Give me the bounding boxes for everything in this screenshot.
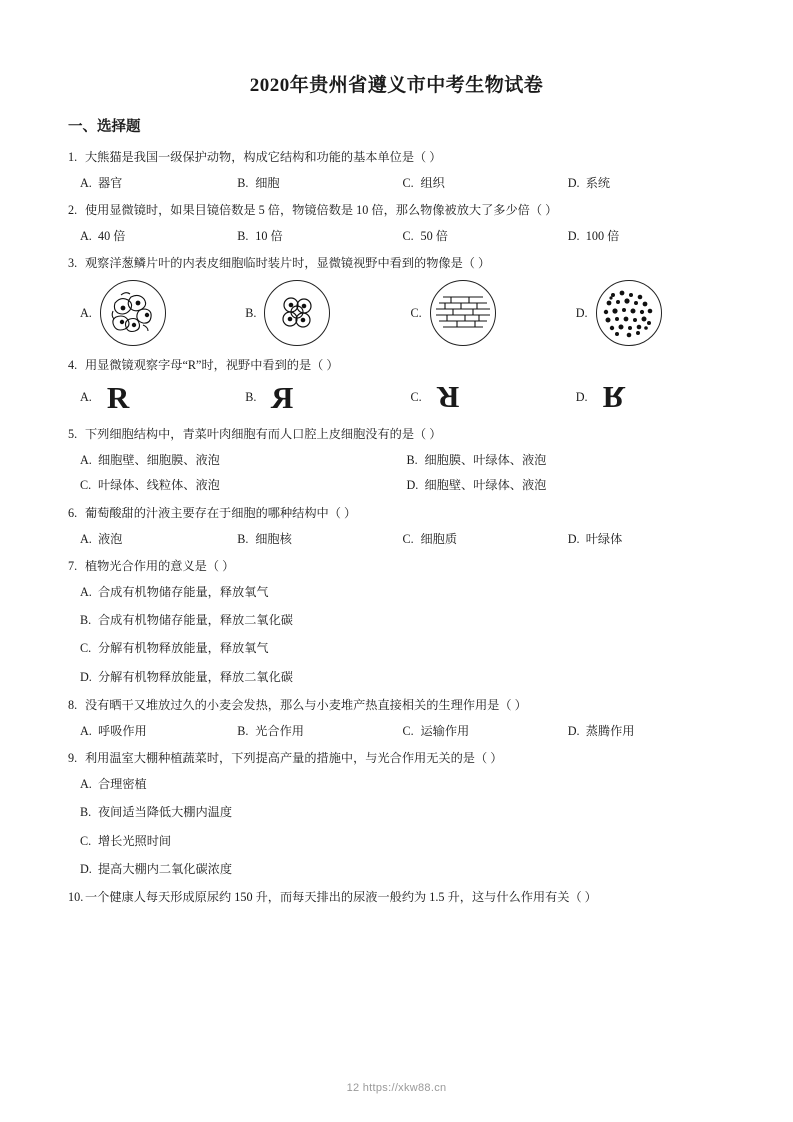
option-d[interactable] [562,227,727,245]
letter-r-rotated-180: R [436,380,460,416]
option-label: A. [80,584,92,599]
letter-r-flipped-vertical: R [602,380,625,416]
figure-options-row [66,280,727,346]
option-label: C. [402,723,414,738]
option-a[interactable] [66,583,727,601]
options-row [66,476,727,494]
option-label: C. [80,641,92,656]
option-b[interactable] [231,280,396,346]
question-3 [66,254,727,346]
option-d[interactable] [562,380,727,416]
dense-dots-icon [596,280,662,346]
question-number: 9. [68,751,78,766]
option-label: D. [80,669,92,684]
option-label: B. [237,723,249,738]
question-stem [66,425,727,444]
option-c[interactable] [397,380,562,416]
question-number: 3. [68,256,78,271]
options-row [66,174,727,192]
option-label: C. [402,531,414,546]
option-text: 叶绿体、线粒体、液泡 [98,478,220,493]
option-label: C. [402,175,414,190]
question-text: 没有晒干又堆放过久的小麦会发热，那么与小麦堆产热直接相关的生理作用是（ ） [85,698,527,713]
option-b[interactable] [231,722,396,740]
option-text: 合成有机物储存能量，释放氧气 [98,584,269,599]
question-5 [66,425,727,495]
question-text: 一个健康人每天形成原尿约 150 升，而每天排出的尿液一般约为 1.5 升，这与什么作用有关（ ） [85,890,597,905]
question-8 [66,696,727,740]
question-stem [66,504,727,523]
option-d[interactable] [562,174,727,192]
option-label: C. [410,390,422,405]
option-text: 组织 [420,175,445,190]
option-text: 运输作用 [420,723,470,738]
option-c[interactable] [397,227,562,245]
options-row [66,451,727,469]
option-text: 叶绿体 [585,531,623,546]
option-c[interactable] [397,530,562,548]
option-d[interactable] [66,668,727,686]
question-text: 观察洋葱鳞片叶的内表皮细胞临时装片时，显微镜视野中看到的物像是（ ） [85,256,491,271]
question-stem [66,696,727,715]
option-label: D. [80,862,92,877]
option-label: B. [406,453,418,468]
option-label: C. [80,478,92,493]
option-label: A. [80,531,92,546]
question-text: 下列细胞结构中，青菜叶肉细胞有而人口腔上皮细胞没有的是（ ） [85,427,442,442]
option-label: B. [80,613,92,628]
option-a[interactable] [66,174,231,192]
option-text: 细胞壁、细胞膜、液泡 [98,453,220,468]
question-text: 利用温室大棚种植蔬菜时，下列提高产量的措施中，与光合作用无关的是（ ） [85,751,503,766]
question-stem [66,201,727,220]
question-number: 2. [68,203,78,218]
option-label: D. [406,478,419,493]
question-text: 葡萄酸甜的汁液主要存在于细胞的哪种结构中（ ） [85,505,357,520]
option-b[interactable] [397,451,728,469]
option-b[interactable] [231,227,396,245]
option-text: 细胞质 [420,531,458,546]
option-a[interactable] [66,227,231,245]
option-text: 夜间适当降低大棚内温度 [98,805,233,820]
option-c[interactable] [397,722,562,740]
option-label: D. [567,531,580,546]
option-a[interactable] [66,775,727,793]
option-b[interactable] [66,611,727,629]
option-text: 增长光照时间 [98,833,172,848]
option-label: C. [402,229,414,244]
long-rect-cells-icon [430,280,496,346]
option-text: 细胞壁、叶绿体、液泡 [424,478,547,493]
options-row [66,722,727,740]
option-label: D. [567,229,580,244]
option-text: 系统 [585,175,611,190]
option-text: 液泡 [98,531,123,546]
question-7 [66,557,727,686]
option-text: 细胞核 [255,531,292,546]
question-stem [66,888,727,907]
option-label: B. [237,531,249,546]
options-row [66,530,727,548]
option-text: 50 倍 [420,229,448,244]
option-text: 分解有机物释放能量，释放氧气 [98,641,269,656]
option-text: 10 倍 [255,229,283,244]
question-number: 10. [68,890,84,905]
option-d[interactable] [66,860,727,878]
option-label: A. [80,777,92,792]
question-9 [66,749,727,878]
option-text: 提高大棚内二氧化碳浓度 [98,862,233,877]
question-4 [66,356,727,416]
option-label: D. [567,723,580,738]
option-c[interactable] [66,476,397,494]
options-column [66,775,727,878]
option-text: 分解有机物释放能量，释放二氧化碳 [98,669,293,684]
option-label: D. [575,305,588,320]
option-label: A. [80,723,92,738]
option-a[interactable] [66,280,231,346]
letter-r-normal: R [106,380,130,416]
option-text: 100 倍 [585,229,620,244]
question-number: 5. [68,427,78,442]
option-label: A. [80,453,92,468]
option-b[interactable] [231,174,396,192]
option-d[interactable] [562,280,727,346]
option-c[interactable] [66,639,727,657]
question-stem [66,356,727,375]
option-c[interactable] [66,832,727,850]
option-text: 合成有机物储存能量，释放二氧化碳 [98,613,293,628]
option-text: 光合作用 [255,723,304,738]
option-d[interactable] [562,722,727,740]
question-number: 7. [68,558,78,573]
question-text: 植物光合作用的意义是（ ） [85,558,235,573]
question-number: 1. [68,150,78,164]
section-heading: 一、选择题 [68,119,141,135]
option-text: 器官 [98,175,123,190]
question-text: 大熊猫是我国一级保护动物，构成它结构和功能的基本单位是（ ） [85,150,442,164]
option-label: B. [237,175,249,190]
option-label: A. [80,305,92,320]
question-6 [66,504,727,548]
question-10 [66,888,727,907]
option-label: B. [80,805,92,820]
options-row [66,227,727,245]
option-d[interactable] [397,476,728,494]
option-label: D. [575,390,588,405]
irregular-cells-icon [100,280,166,346]
option-label: C. [80,833,92,848]
option-text: 呼吸作用 [98,723,147,738]
page-footer: 12 https://xkw88.cn [346,1082,447,1094]
option-label: B. [245,305,257,320]
page-title: 2020年贵州省遵义市中考生物试卷 [249,75,544,96]
question-stem [66,557,727,576]
question-number: 8. [68,698,78,713]
option-a[interactable] [66,380,231,416]
option-text: 细胞 [255,175,280,190]
option-label: D. [567,175,580,190]
option-c[interactable] [397,280,562,346]
question-2 [66,201,727,245]
question-number: 6. [68,505,78,520]
letter-options-row [66,380,727,416]
option-a[interactable] [66,451,397,469]
question-stem [66,148,727,167]
option-text: 40 倍 [98,229,126,244]
option-b[interactable] [231,530,396,548]
question-text: 用显微镜观察字母“R”时，视野中看到的是（ ） [85,358,339,373]
letter-r-mirrored: R [271,380,294,416]
question-number: 4. [68,358,78,373]
option-c[interactable] [397,174,562,192]
option-text: 合理密植 [98,777,147,792]
round-cells-icon [264,280,330,346]
option-label: C. [410,305,422,320]
option-label: B. [237,229,249,244]
option-label: B. [245,390,257,405]
option-b[interactable] [66,803,727,821]
question-stem [66,254,727,273]
question-stem [66,749,727,768]
option-d[interactable] [562,530,727,548]
option-b[interactable] [231,380,396,416]
option-text: 蒸腾作用 [585,723,635,738]
option-label: A. [80,229,92,244]
option-a[interactable] [66,530,231,548]
option-label: A. [80,175,92,190]
option-label: A. [80,390,92,405]
option-a[interactable] [66,722,231,740]
question-1 [66,148,727,192]
option-text: 细胞膜、叶绿体、液泡 [424,453,547,468]
options-column [66,583,727,686]
question-text: 使用显微镜时，如果目镜倍数是 5 倍，物镜倍数是 10 倍，那么物像被放大了多少倍（ ） [85,203,558,218]
